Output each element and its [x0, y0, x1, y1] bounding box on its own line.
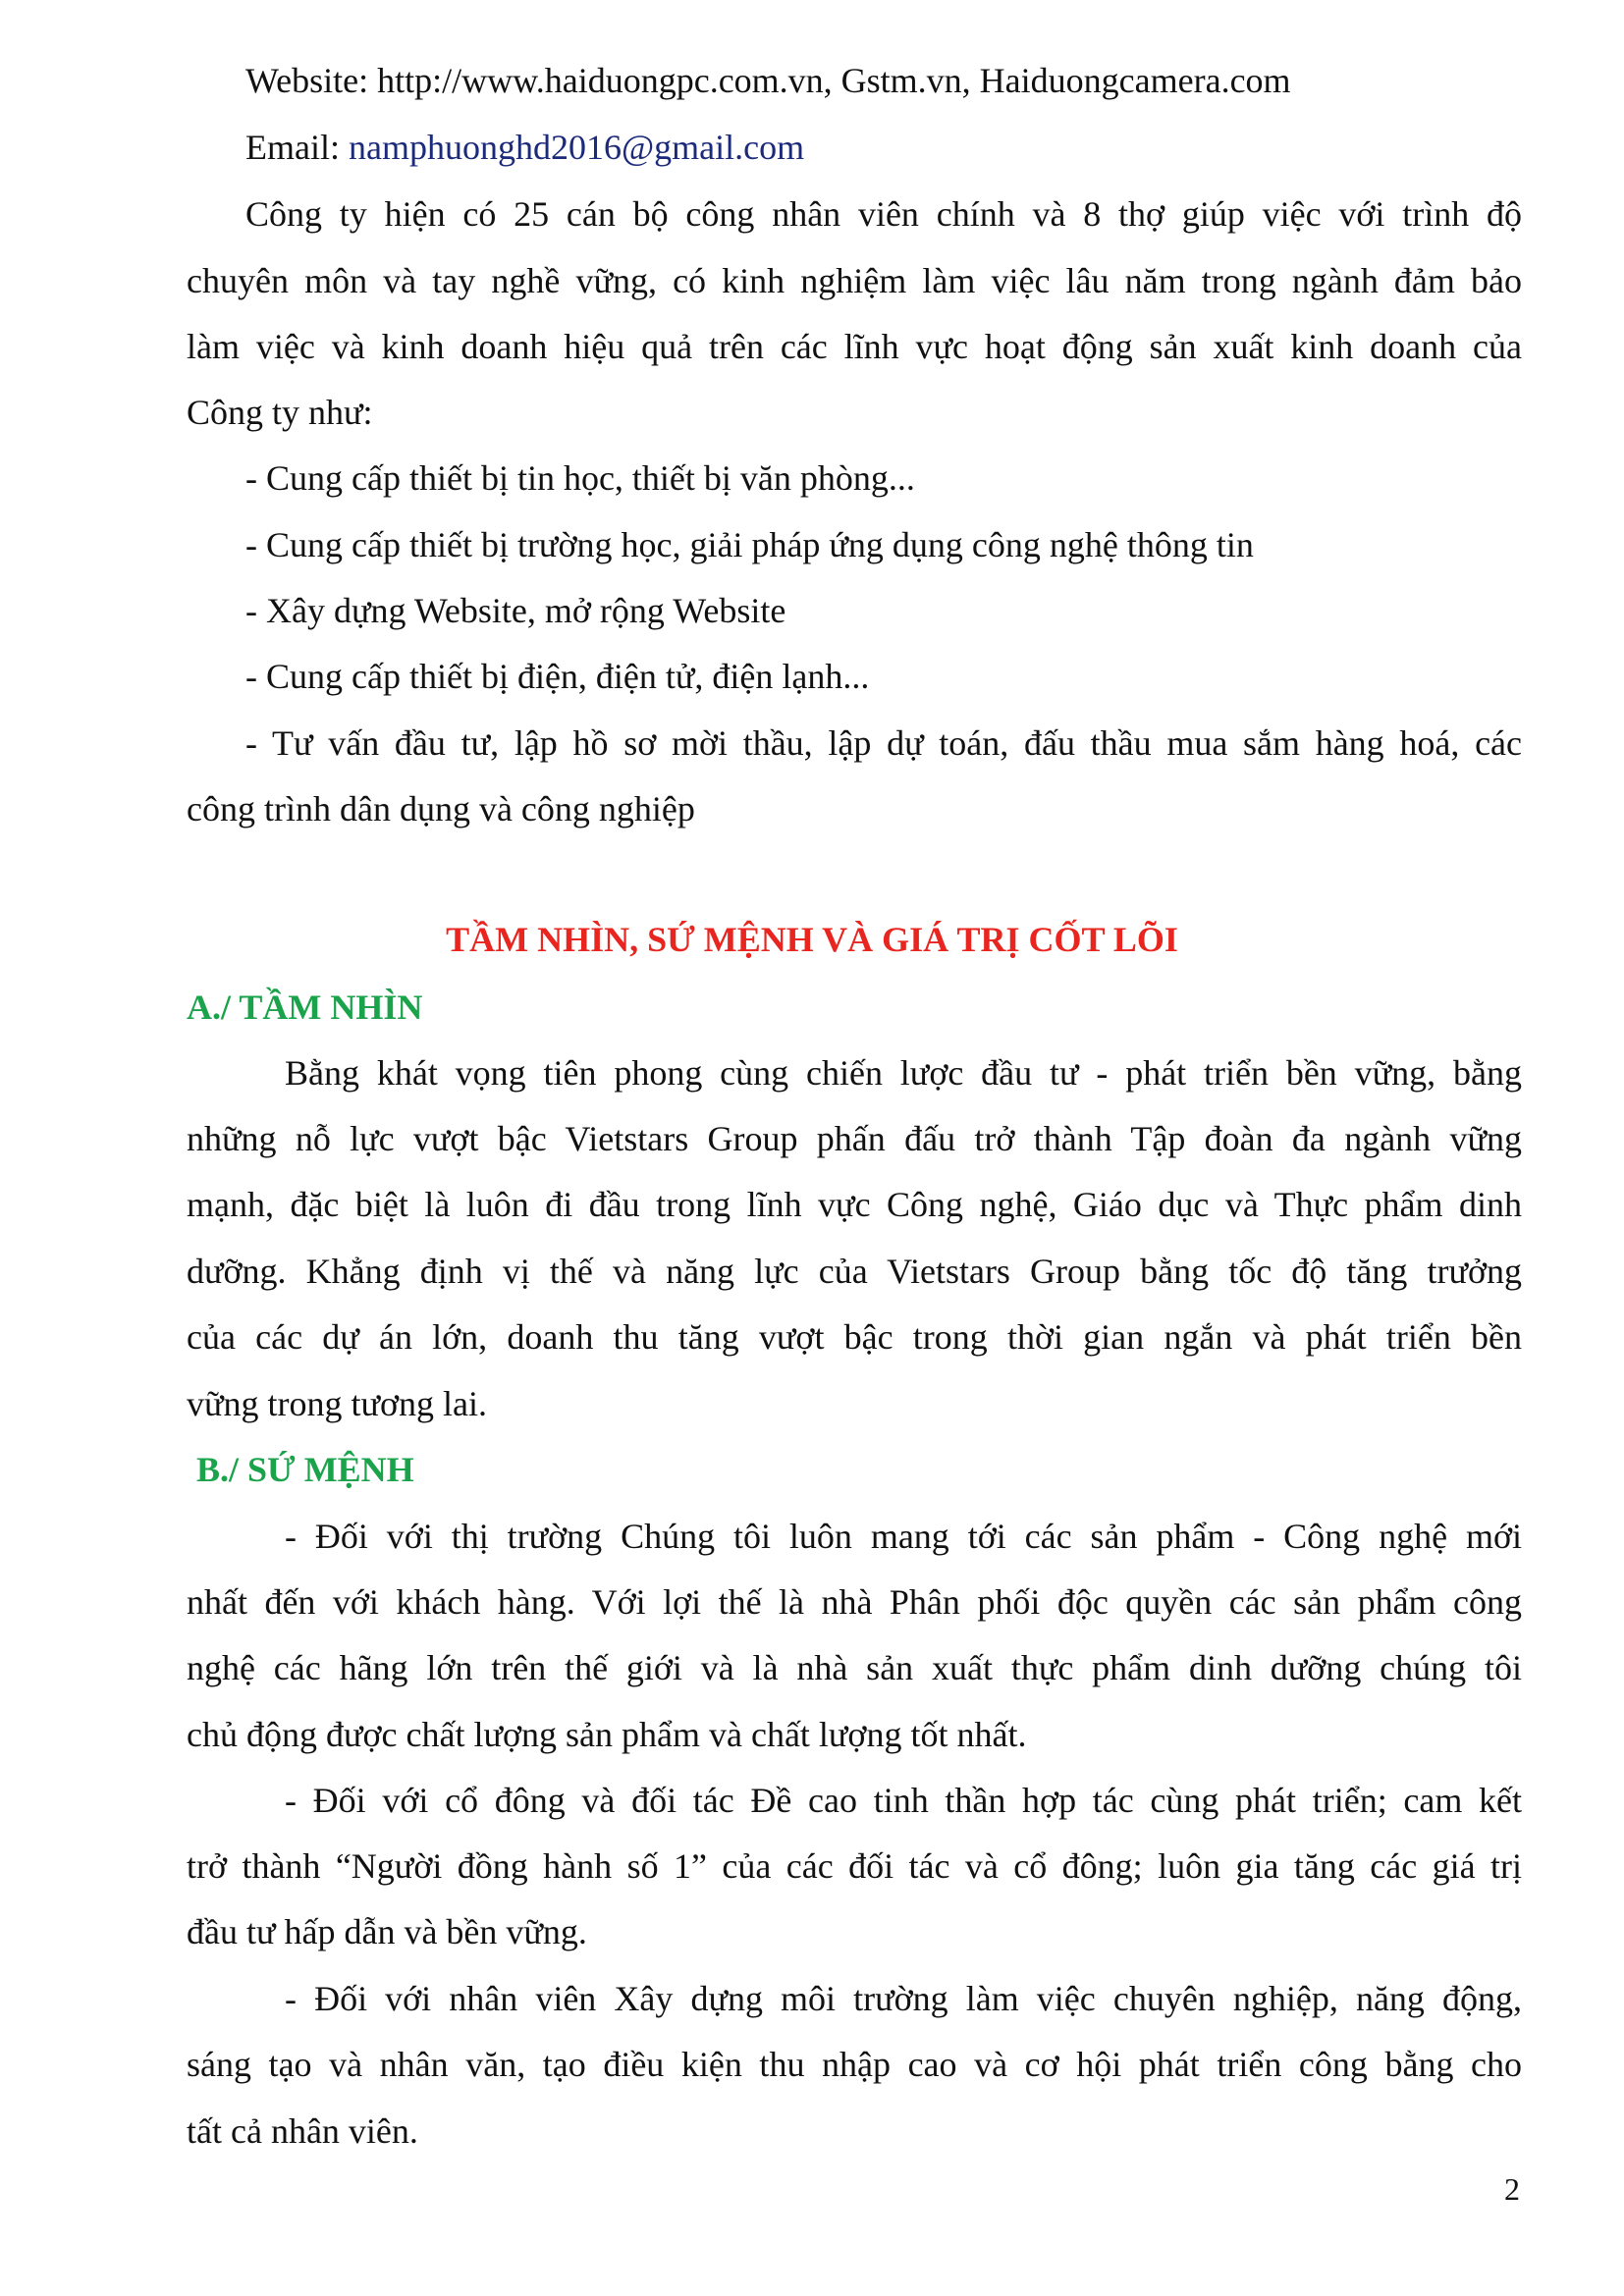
mission-line: nhất đến với khách hàng. Với lợi thế là nhà Phân phối độc quyền các sản phẩm công	[187, 1582, 1522, 1622]
mission-line: sáng tạo và nhân văn, tạo điều kiện thu nhập cao và cơ hội phát triển công bằng cho	[187, 2045, 1522, 2084]
email-label: Email:	[245, 128, 349, 167]
mission-line: - Đối với thị trường Chúng tôi luôn mang tới các sản phẩm - Công nghệ mới	[285, 1517, 1522, 1556]
vision-line: dưỡng. Khẳng định vị thế và năng lực của Vietstars Group bằng tốc độ tăng trưởng	[187, 1252, 1522, 1291]
vision-line: Bằng khát vọng tiên phong cùng chiến lược đầu tư - phát triển bền vững, bằng	[285, 1053, 1522, 1093]
intro-line: làm việc và kinh doanh hiệu quả trên các lĩnh vực hoạt động sản xuất kinh doanh của	[187, 327, 1522, 366]
intro-line: Công ty hiện có 25 cán bộ công nhân viên chính và 8 thợ giúp việc với trình độ	[245, 194, 1522, 234]
service-item: - Cung cấp thiết bị trường học, giải pháp ứng dụng công nghệ thông tin	[245, 525, 1254, 564]
section-title: TẦM NHÌN, SỨ MỆNH VÀ GIÁ TRỊ CỐT LÕI	[446, 920, 1178, 959]
service-item: - Cung cấp thiết bị điện, điện tử, điện lạnh...	[245, 657, 870, 696]
service-item: - Cung cấp thiết bị tin học, thiết bị văn phòng...	[245, 458, 915, 498]
mission-line: - Đối với nhân viên Xây dựng môi trường làm việc chuyên nghiệp, năng động,	[285, 1979, 1522, 2018]
mission-heading: B./ SỨ MỆNH	[196, 1450, 414, 1489]
email-line	[245, 126, 804, 169]
service-item-continued: công trình dân dụng và công nghiệp	[187, 789, 695, 828]
website-line: Website: http://www.haiduongpc.com.vn, Gstm.vn, Haiduongcamera.com	[245, 61, 1291, 100]
vision-line: vững trong tương lai.	[187, 1384, 488, 1423]
email-address: namphuonghd2016@gmail.com	[348, 128, 805, 167]
mission-line: nghệ các hãng lớn trên thế giới và là nhà sản xuất thực phẩm dinh dưỡng chúng tôi	[187, 1648, 1522, 1687]
intro-line: Công ty như:	[187, 393, 373, 432]
vision-line: của các dự án lớn, doanh thu tăng vượt bậc trong thời gian ngắn và phát triển bền	[187, 1317, 1522, 1357]
intro-line: chuyên môn và tay nghề vững, có kinh nghiệm làm việc lâu năm trong ngành đảm bảo	[187, 261, 1522, 300]
page-number: 2	[1504, 2171, 1520, 2207]
mission-line: - Đối với cổ đông và đối tác Đề cao tinh thần hợp tác cùng phát triển; cam kết	[285, 1781, 1522, 1820]
vision-line: mạnh, đặc biệt là luôn đi đầu trong lĩnh vực Công nghệ, Giáo dục và Thực phẩm dinh	[187, 1185, 1522, 1224]
vision-heading: A./ TẦM NHÌN	[187, 988, 423, 1027]
service-item: - Tư vấn đầu tư, lập hồ sơ mời thầu, lập dự toán, đấu thầu mua sắm hàng hoá, các	[245, 723, 1522, 763]
mission-line: tất cả nhân viên.	[187, 2111, 418, 2151]
mission-line: đầu tư hấp dẫn và bền vững.	[187, 1912, 587, 1951]
vision-line: những nỗ lực vượt bậc Vietstars Group phấn đấu trở thành Tập đoàn đa ngành vững	[187, 1119, 1522, 1158]
mission-line: chủ động được chất lượng sản phẩm và chất lượng tốt nhất.	[187, 1715, 1027, 1754]
mission-line: trở thành “Người đồng hành số 1” của các đối tác và cổ đông; luôn gia tăng các giá trị	[187, 1846, 1522, 1886]
service-item: - Xây dựng Website, mở rộng Website	[245, 591, 786, 630]
